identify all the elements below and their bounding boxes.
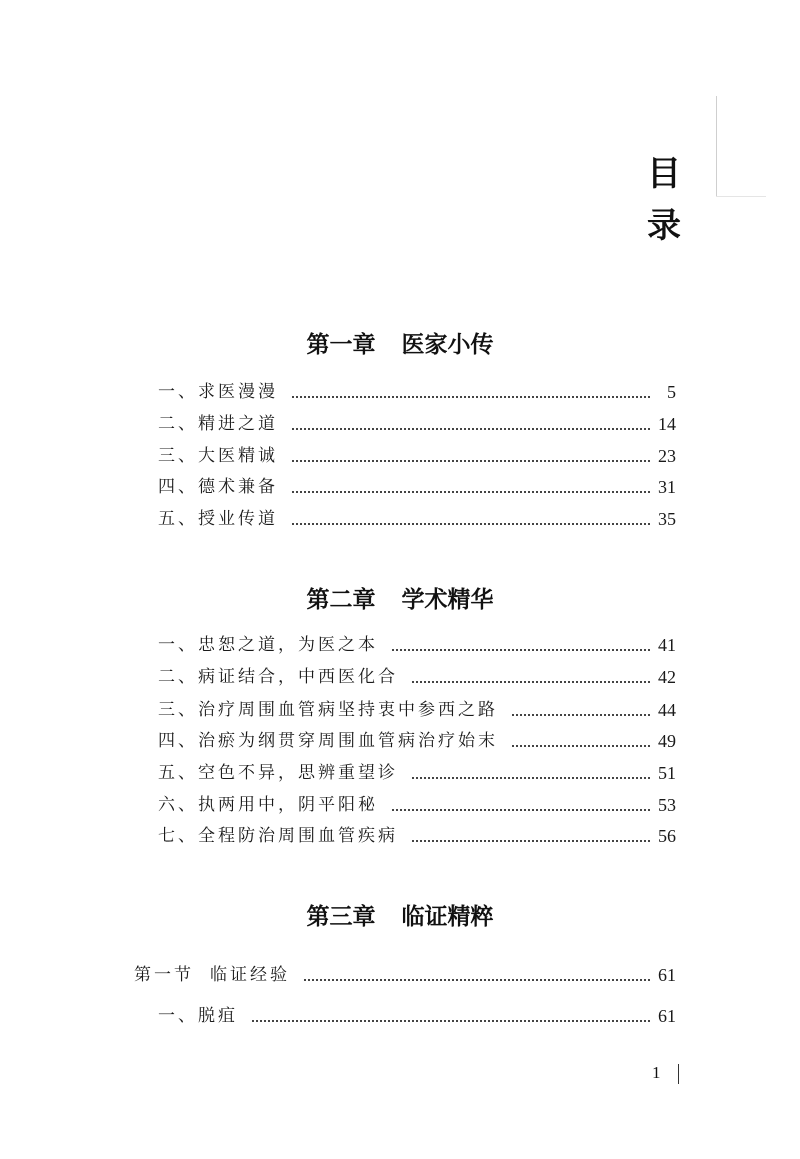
dot-leader — [292, 396, 650, 398]
toc-entry-page: 53 — [658, 795, 676, 815]
chapter-title: 临证精粹 — [401, 904, 494, 930]
toc-entry-page: 56 — [658, 826, 676, 846]
chapter-title: 医家小传 — [401, 332, 494, 358]
page-number: 1 — [652, 1063, 661, 1082]
dot-leader — [292, 428, 650, 430]
toc-entry[interactable] — [158, 998, 676, 1028]
toc-entry-page: 49 — [658, 731, 676, 751]
chapter-number: 第一章 — [306, 332, 376, 358]
toc-entry-label: 三、治疗周围血管病坚持衷中参西之路 — [158, 700, 498, 720]
toc-entry[interactable] — [158, 374, 676, 404]
corner-rule-horizontal — [716, 196, 766, 197]
toc-entry[interactable] — [158, 692, 676, 722]
chapter-heading-3 — [0, 898, 800, 931]
toc-entry[interactable] — [158, 627, 676, 657]
toc-entry[interactable] — [158, 469, 676, 499]
dot-leader — [292, 460, 650, 462]
toc-entry-page: 41 — [658, 635, 676, 655]
toc-entry-label: 一、脱疽 — [158, 1006, 238, 1026]
dot-leader — [512, 745, 650, 747]
chapter-number: 第二章 — [306, 587, 376, 613]
toc-entry-label: 一、忠恕之道，为医之本 — [158, 635, 378, 655]
dot-leader — [512, 714, 650, 716]
toc-entry-label: 二、病证结合，中西医化合 — [158, 667, 398, 687]
toc-entry-page: 44 — [658, 700, 676, 720]
toc-entry-page: 14 — [658, 414, 676, 434]
dot-leader — [252, 1020, 650, 1022]
toc-entry-label: 七、全程防治周围血管疾病 — [158, 826, 398, 846]
toc-entry-label: 四、德术兼备 — [158, 477, 278, 497]
title-char-2: 录 — [647, 206, 681, 246]
toc-entry-page: 61 — [658, 965, 676, 985]
page-title — [640, 148, 688, 252]
dot-leader — [292, 523, 650, 525]
dot-leader — [412, 777, 650, 779]
toc-entry-label: 一、求医漫漫 — [158, 382, 278, 402]
toc-entry[interactable] — [158, 501, 676, 531]
folio-rule — [678, 1064, 679, 1084]
section-number: 第一节 — [134, 965, 194, 985]
toc-entry-label: 二、精进之道 — [158, 414, 278, 434]
chapter-number: 第三章 — [306, 904, 376, 930]
toc-entry[interactable] — [158, 818, 676, 848]
toc-entry-page: 61 — [658, 1006, 676, 1026]
dot-leader — [412, 681, 650, 683]
toc-entry-page: 51 — [658, 763, 676, 783]
chapter-heading-1 — [0, 326, 800, 359]
dot-leader — [292, 491, 650, 493]
toc-section-entry[interactable] — [134, 957, 676, 987]
toc-entry[interactable] — [158, 659, 676, 689]
toc-entry[interactable] — [158, 406, 676, 436]
toc-entry-label: 五、空色不异，思辨重望诊 — [158, 763, 398, 783]
toc-entry[interactable] — [158, 755, 676, 785]
toc-entry[interactable] — [158, 723, 676, 753]
toc-entry-label: 六、执两用中，阴平阳秘 — [158, 795, 378, 815]
toc-entry-page: 5 — [667, 382, 676, 402]
toc-entry-page: 42 — [658, 667, 676, 687]
dot-leader — [392, 809, 650, 811]
dot-leader — [304, 979, 650, 981]
toc-entry-page: 31 — [658, 477, 676, 497]
toc-entry-label: 五、授业传道 — [158, 509, 278, 529]
toc-entry[interactable] — [158, 438, 676, 468]
dot-leader — [392, 649, 650, 651]
dot-leader — [412, 840, 650, 842]
title-char-1: 目 — [647, 154, 681, 194]
corner-rule-vertical — [716, 96, 717, 196]
toc-entry-label: 四、治瘀为纲贯穿周围血管病治疗始末 — [158, 731, 498, 751]
toc-entry-label: 三、大医精诚 — [158, 446, 278, 466]
toc-entry-page: 23 — [658, 446, 676, 466]
chapter-title: 学术精华 — [401, 587, 494, 613]
chapter-heading-2 — [0, 581, 800, 614]
toc-entry-page: 35 — [658, 509, 676, 529]
toc-entry[interactable] — [158, 787, 676, 817]
section-title: 临证经验 — [210, 965, 290, 985]
